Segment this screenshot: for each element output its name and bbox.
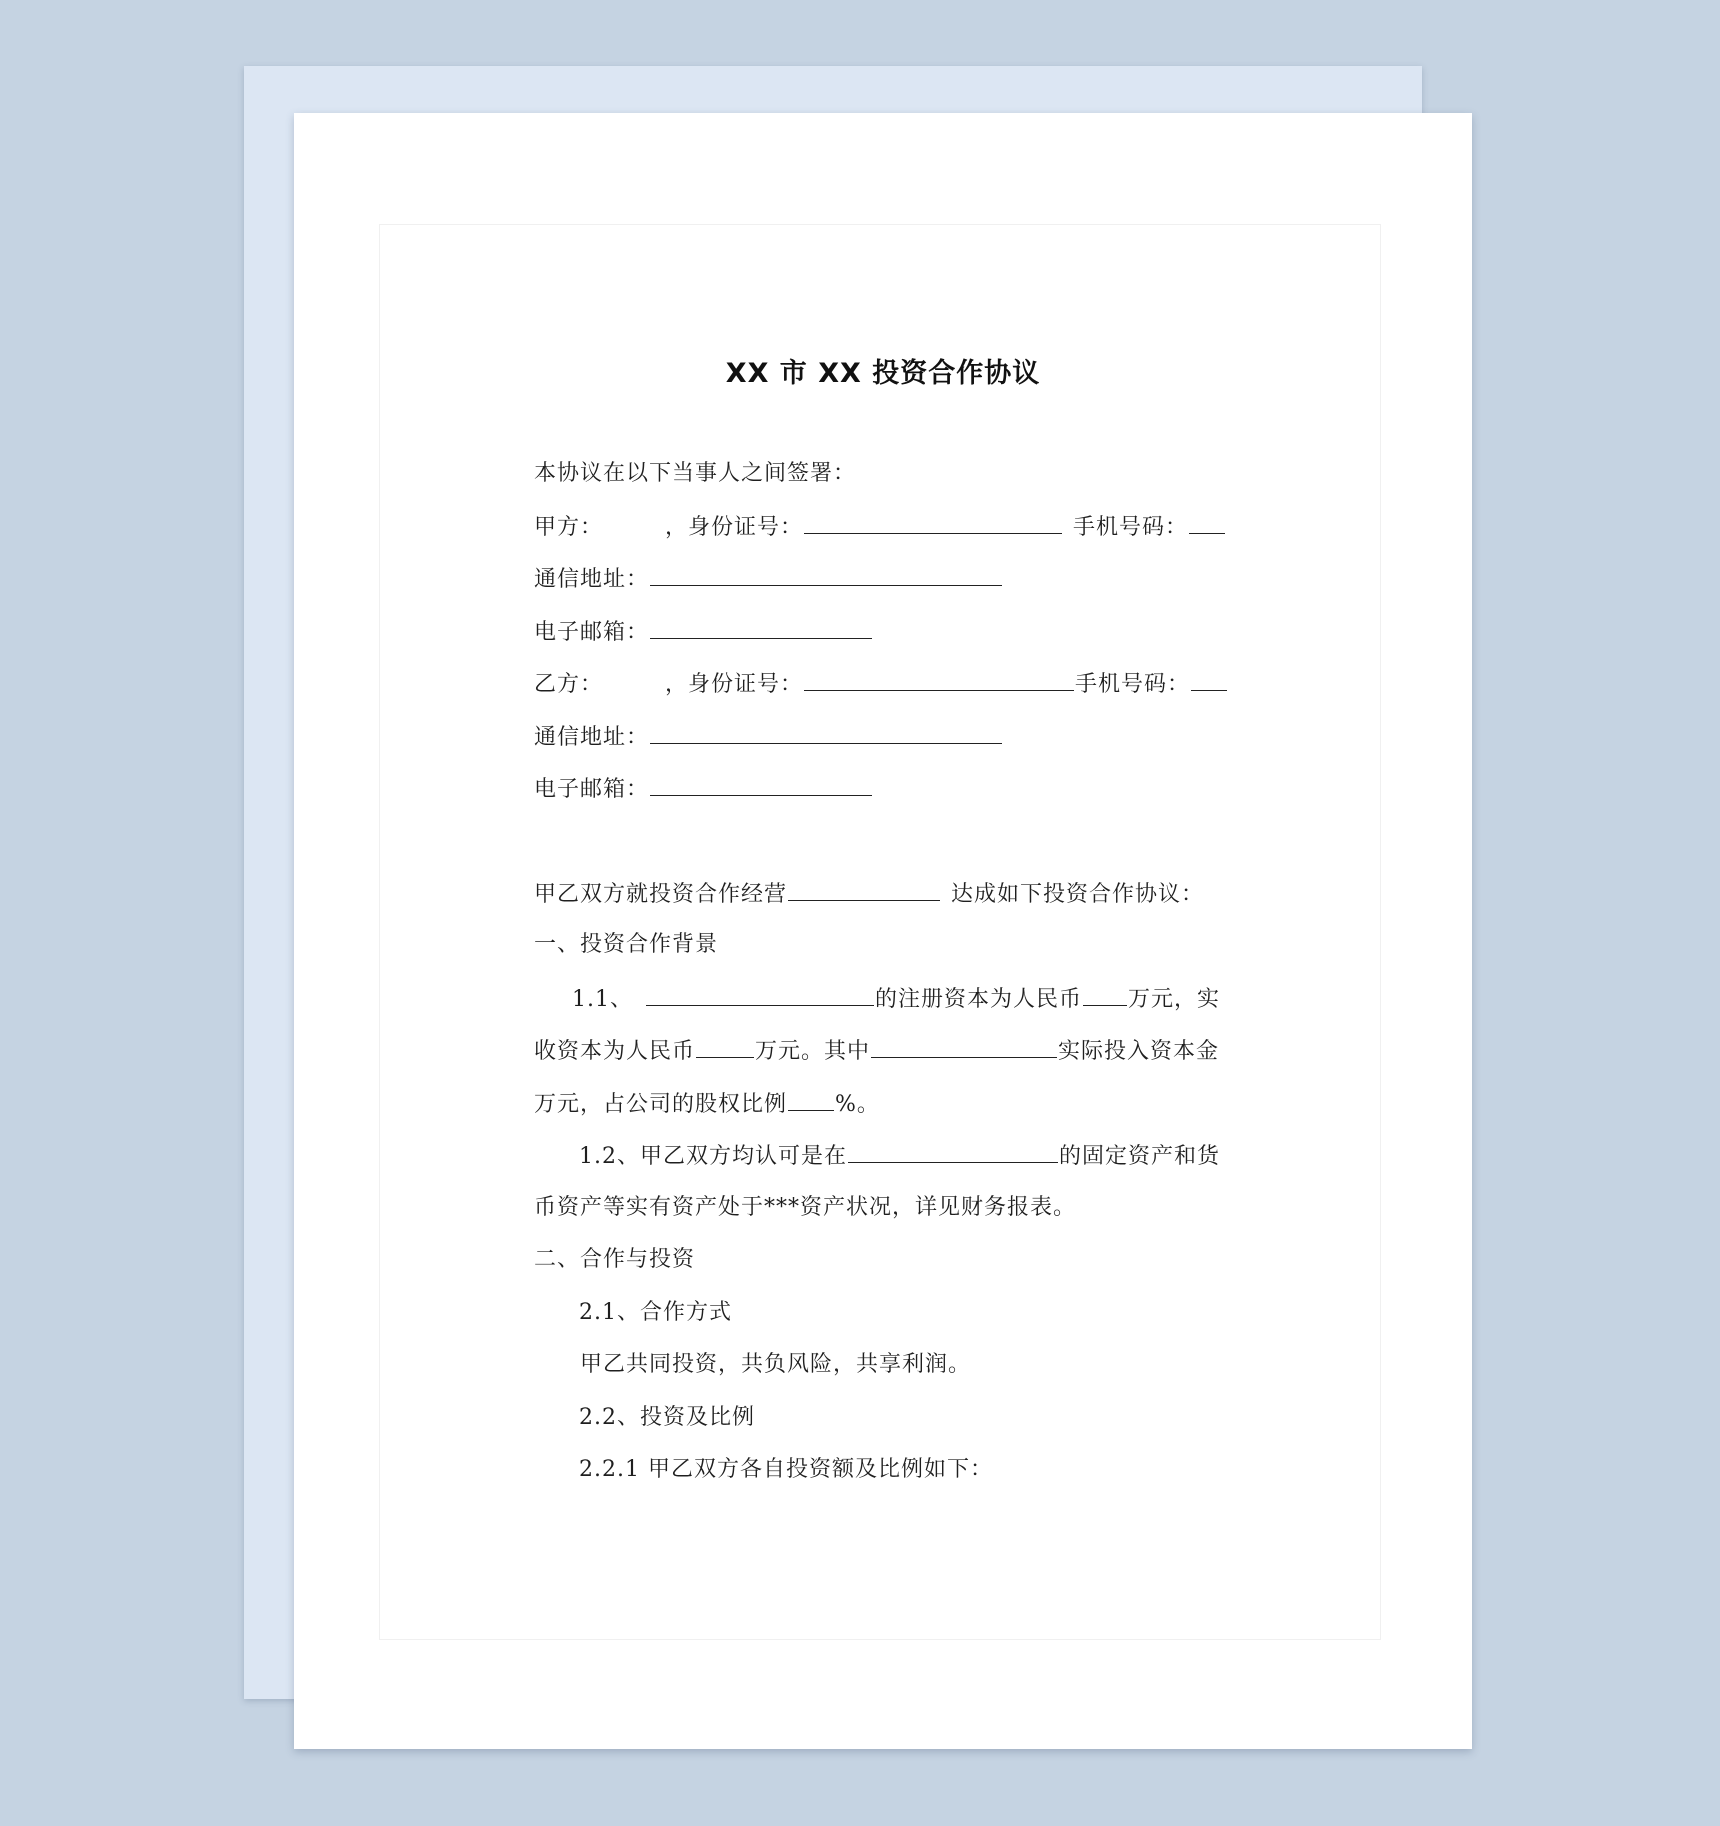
intro-line: 本协议在以下当事人之间签署： [534,461,857,486]
clause-2-2-heading: 2.2、投资及比例 [579,1405,755,1430]
party-a-line: 甲方： ，身份证号： 手机号码： [534,511,1239,543]
clause-2-1-text: 甲乙共同投资，共负风险，共享利润。 [580,1352,972,1377]
section-1-heading: 一、投资合作背景 [534,932,719,957]
clause-1-1-line-2: 收资本为人民币 万元。其中 实际投入资本金 [534,1035,1239,1067]
party-a-address-line: 通信地址： [534,563,1239,595]
party-b-address-blank[interactable] [650,721,1002,744]
party-b-email-blank[interactable] [650,773,872,796]
clause-1-2-line-1: 1.2、甲乙双方均认可是在 的固定资产和货 [579,1140,1284,1172]
company-name-blank[interactable] [646,983,874,1006]
party-b-phone-blank[interactable] [1191,668,1227,691]
purpose-line: 甲乙双方就投资合作经营 达成如下投资合作协议： [534,878,1239,910]
party-a-address-blank[interactable] [650,563,1002,586]
party-a-email-blank[interactable] [650,616,872,639]
party-b-line: 乙方： ，身份证号： 手机号码： [534,668,1239,700]
party-a-phone-blank[interactable] [1189,511,1225,534]
clause-1-1-line-3: 万元，占公司的股权比例 %。 [534,1088,1239,1120]
registered-capital-blank[interactable] [1083,983,1127,1006]
section-2-heading: 二、合作与投资 [534,1247,696,1272]
party-b-id-blank[interactable] [804,668,1074,691]
party-b-email-line: 电子邮箱： [534,773,1239,805]
party-a-id-blank[interactable] [804,511,1062,534]
clause-1-2-line-2: 币资产等实有资产处于***资产状况，详见财务报表。 [534,1195,1077,1220]
business-blank[interactable] [788,878,940,901]
page-title: XX 市 XX 投资合作协议 [725,358,1041,389]
party-b-address-line: 通信地址： [534,721,1239,753]
paid-in-capital-blank[interactable] [696,1035,754,1058]
document-page [294,113,1472,1749]
equity-ratio-blank[interactable] [788,1088,834,1111]
clause-1-1-line-1: 1.1、 的注册资本为人民币 万元，实 [572,983,1277,1015]
clause-2-1-heading: 2.1、合作方式 [579,1300,732,1325]
clause-2-2-1-text: 2.2.1 甲乙双方各自投资额及比例如下： [579,1457,993,1482]
location-blank[interactable] [848,1140,1058,1163]
party-a-email-line: 电子邮箱： [534,616,1239,648]
investor-blank[interactable] [871,1035,1057,1058]
